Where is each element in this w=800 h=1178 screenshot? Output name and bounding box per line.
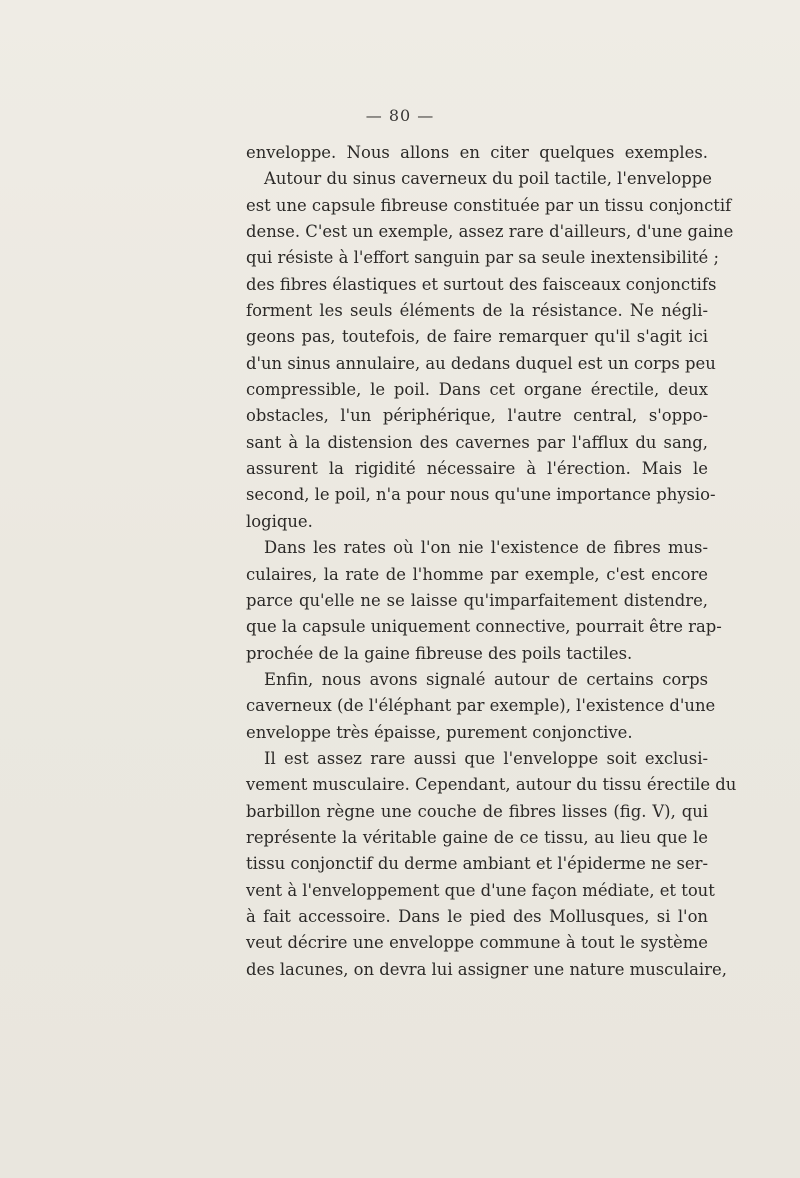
text-line: assurent la rigidité nécessaire à l'érection. Mais le — [246, 459, 708, 479]
text-line: vent à l'enveloppement que d'une façon médiate, et tout — [246, 880, 715, 900]
text-line: des fibres élastiques et surtout des faisceaux conjonctifs — [246, 274, 717, 294]
text-line: barbillon règne une couche de fibres lisses (fig. V), qui — [246, 801, 708, 821]
text-line: vement musculaire. Cependant, autour du tissu érectile du — [246, 775, 737, 795]
text-line: logique. — [246, 511, 313, 531]
text-line: enveloppe. Nous allons en citer quelques exemples. — [246, 143, 708, 162]
page-number: — 80 — — [365, 106, 435, 125]
text-line: à fait accessoire. Dans le pied des Mollusques, si l'on — [246, 906, 708, 926]
text-line: parce qu'elle ne se laisse qu'imparfaitement distendre, — [246, 590, 708, 610]
body-text — [246, 140, 737, 983]
text-line: second, le poil, n'a pour nous qu'une importance physio- — [246, 485, 716, 505]
text-line: caverneux (de l'éléphant par exemple), l'existence d'une — [246, 696, 716, 716]
text-line: sant à la distension des cavernes par l'afflux du sang, — [246, 432, 708, 452]
text-line: d'un sinus annulaire, au dedans duquel est un corps peu — [246, 353, 716, 373]
text-line: enveloppe très épaisse, purement conjonctive. — [246, 722, 633, 742]
text-line: culaires, la rate de l'homme par exemple, c'est encore — [246, 564, 708, 584]
text-line: Dans les rates où l'on nie l'existence de fibres mus- — [264, 538, 708, 558]
text-line: Autour du sinus caverneux du poil tactile, l'enveloppe — [264, 169, 712, 189]
text-line: dense. C'est un exemple, assez rare d'ailleurs, d'une gaine — [246, 222, 734, 242]
text-line: des lacunes, on devra lui assigner une nature musculaire, — [246, 959, 727, 979]
text-line: tissu conjonctif du derme ambiant et l'épiderme ne ser- — [246, 854, 708, 874]
text-line: prochée de la gaine fibreuse des poils tactiles. — [246, 643, 633, 663]
text-line: qui résiste à l'effort sanguin par sa seule inextensibilité ; — [246, 248, 719, 268]
text-line: compressible, le poil. Dans cet organe érectile, deux — [246, 380, 708, 400]
text-line: est une capsule fibreuse constituée par un tissu conjonctif — [246, 195, 732, 215]
text-line: que la capsule uniquement connective, pourrait être rap- — [246, 617, 722, 637]
text-line: représente la véritable gaine de ce tissu, au lieu que le — [246, 827, 708, 847]
text-line: Enfin, nous avons signalé autour de certains corps — [264, 669, 708, 689]
text-line: veut décrire une enveloppe commune à tout le système — [246, 933, 708, 953]
text-line: forment les seuls éléments de la résistance. Ne négli- — [246, 301, 708, 321]
text-line: obstacles, l'un périphérique, l'autre central, s'oppo- — [246, 406, 708, 426]
text-line: geons pas, toutefois, de faire remarquer qu'il s'agit ici — [246, 327, 708, 347]
text-line: Il est assez rare aussi que l'enveloppe soit exclusi- — [264, 748, 708, 768]
